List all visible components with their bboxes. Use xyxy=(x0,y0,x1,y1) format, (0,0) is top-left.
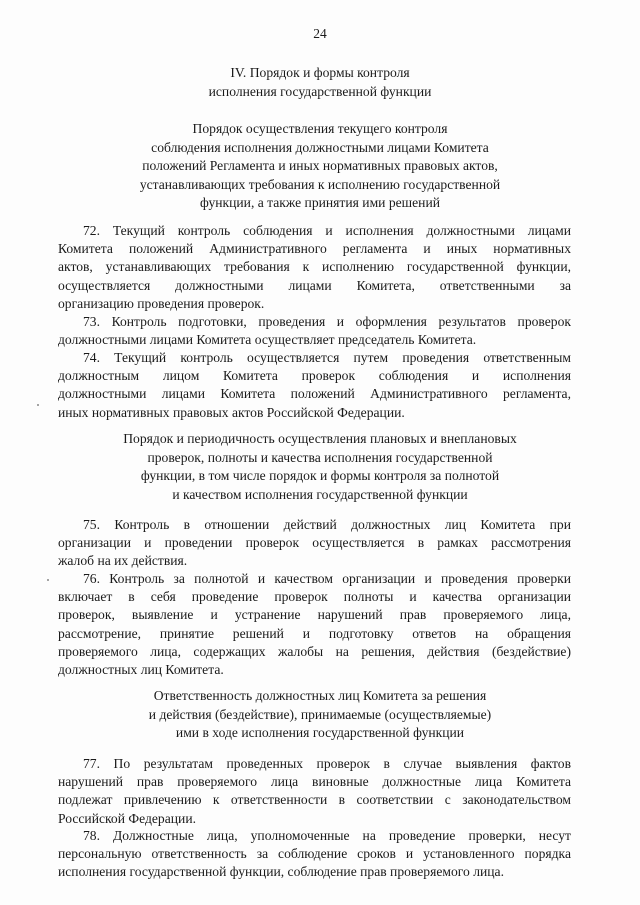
section-title-line: IV. Порядок и формы контроля xyxy=(230,65,410,80)
paragraph-line: должностными лицами Комитета осуществляет председатель Комитета. xyxy=(58,332,477,348)
paragraph-line: исполнения государственной функции, соблюдение прав проверяемого лица. xyxy=(58,864,504,880)
paragraph-line: 78. Должностные лица, уполномоченные на проведение проверки, несут xyxy=(83,828,571,843)
subsection-title-line: Порядок и периодичность осуществления плановых и внеплановых xyxy=(123,431,517,446)
subsection-title-line: положений Регламента и иных нормативных правовых актов, xyxy=(142,158,498,173)
subsection-title-line: и качеством исполнения государственной функции xyxy=(172,486,468,502)
subsection-title-line: функции, а также принятия ими решений xyxy=(199,195,441,210)
scan-speck xyxy=(37,404,39,406)
paragraph-line: рассмотрение, принятие решений и подготовку ответов на обращения xyxy=(58,625,571,641)
subsection-title-line: проверок, полноты и качества исполнения государственной xyxy=(147,449,493,465)
paragraph-line: организацию проведения проверок. xyxy=(58,295,265,311)
paragraph-line: персональную ответственность за соблюдение сроков и установленного порядка xyxy=(58,846,571,862)
paragraph-line: нарушений прав проверяемого лица виновные должностные лица Комитета xyxy=(58,774,571,790)
paragraph-line: должностными лицами Комитета положений Административного регламента, xyxy=(58,386,571,402)
section-title-line: исполнения государственной функции xyxy=(208,83,432,99)
paragraph-line: 75. Контроль в отношении действий должностных лиц Комитета при xyxy=(83,517,571,532)
paragraph-line: включает в себя проведение проверок полноты и качества организации xyxy=(58,589,571,605)
paragraph-line: проверок, выявление и устранение нарушений прав проверяемого лица, xyxy=(58,607,571,623)
section-title xyxy=(40,64,600,101)
paragraph-line: 72. Текущий контроль соблюдения и исполнения должностными лицами xyxy=(83,223,571,238)
subsection-title-line: ими в ходе исполнения государственной функции xyxy=(175,725,465,740)
scan-speck xyxy=(47,579,49,581)
subsection-title-responsibility xyxy=(40,687,600,743)
subsection-title-inspections xyxy=(40,430,600,504)
page-number: 24 xyxy=(313,26,327,41)
paragraph-line: актов, устанавливающих требования к исполнению государственной функции, xyxy=(58,259,571,275)
paragraph-line: Российской Федерации. xyxy=(58,810,196,826)
paragraph-line: жалоб на их действия. xyxy=(58,553,188,569)
paragraph-line: проверяемого лица, содержащих жалобы на решения, действия (бездействие) xyxy=(58,643,571,659)
paragraph-78 xyxy=(58,827,571,882)
subsection-title-current-control xyxy=(40,120,600,213)
paragraph-line: осуществляется должностными лицами Комитета, ответственными за xyxy=(58,277,571,293)
paragraph-72 xyxy=(58,222,571,313)
paragraph-line: 73. Контроль подготовки, проведения и оформления результатов проверок xyxy=(83,314,571,329)
subsection-title-line: функции, в том числе порядок и формы контроля за полнотой xyxy=(140,468,500,483)
paragraph-74 xyxy=(58,349,571,422)
subsection-title-line: соблюдения исполнения должностными лицами Комитета xyxy=(151,139,489,155)
paragraph-75 xyxy=(58,516,571,571)
paragraph-line: 74. Текущий контроль осуществляется путем проведения ответственным xyxy=(83,350,571,365)
paragraph-line: должностных лиц Комитета. xyxy=(58,662,224,678)
subsection-title-line: устанавливающих требования к исполнению государственной xyxy=(139,176,501,192)
subsection-title-line: Порядок осуществления текущего контроля xyxy=(192,121,448,136)
subsection-title-line: Ответственность должностных лиц Комитета за решения xyxy=(153,688,487,703)
paragraph-line: 76. Контроль за полнотой и качеством организации и проведения проверки xyxy=(83,571,571,586)
paragraph-line: Комитета положений Административного регламента и иных нормативных xyxy=(58,241,571,257)
paragraph-73 xyxy=(58,313,571,349)
paragraph-line: организации и проведении проверок осуществляется в рамках рассмотрения xyxy=(58,535,571,551)
paragraph-line: должностным лицом Комитета проверок соблюдения и исполнения xyxy=(58,368,571,384)
paragraph-76 xyxy=(58,570,571,679)
paragraph-line: подлежат привлечению к ответственности в соответствии с законодательством xyxy=(58,792,571,808)
paragraph-77 xyxy=(58,755,571,828)
subsection-title-line: и действия (бездействие), принимаемые (осуществляемые) xyxy=(148,706,492,722)
paragraph-line: иных нормативных правовых актов Российской Федерации. xyxy=(58,404,405,420)
paragraph-line: 77. По результатам проведенных проверок в случае выявления фактов xyxy=(83,756,571,771)
